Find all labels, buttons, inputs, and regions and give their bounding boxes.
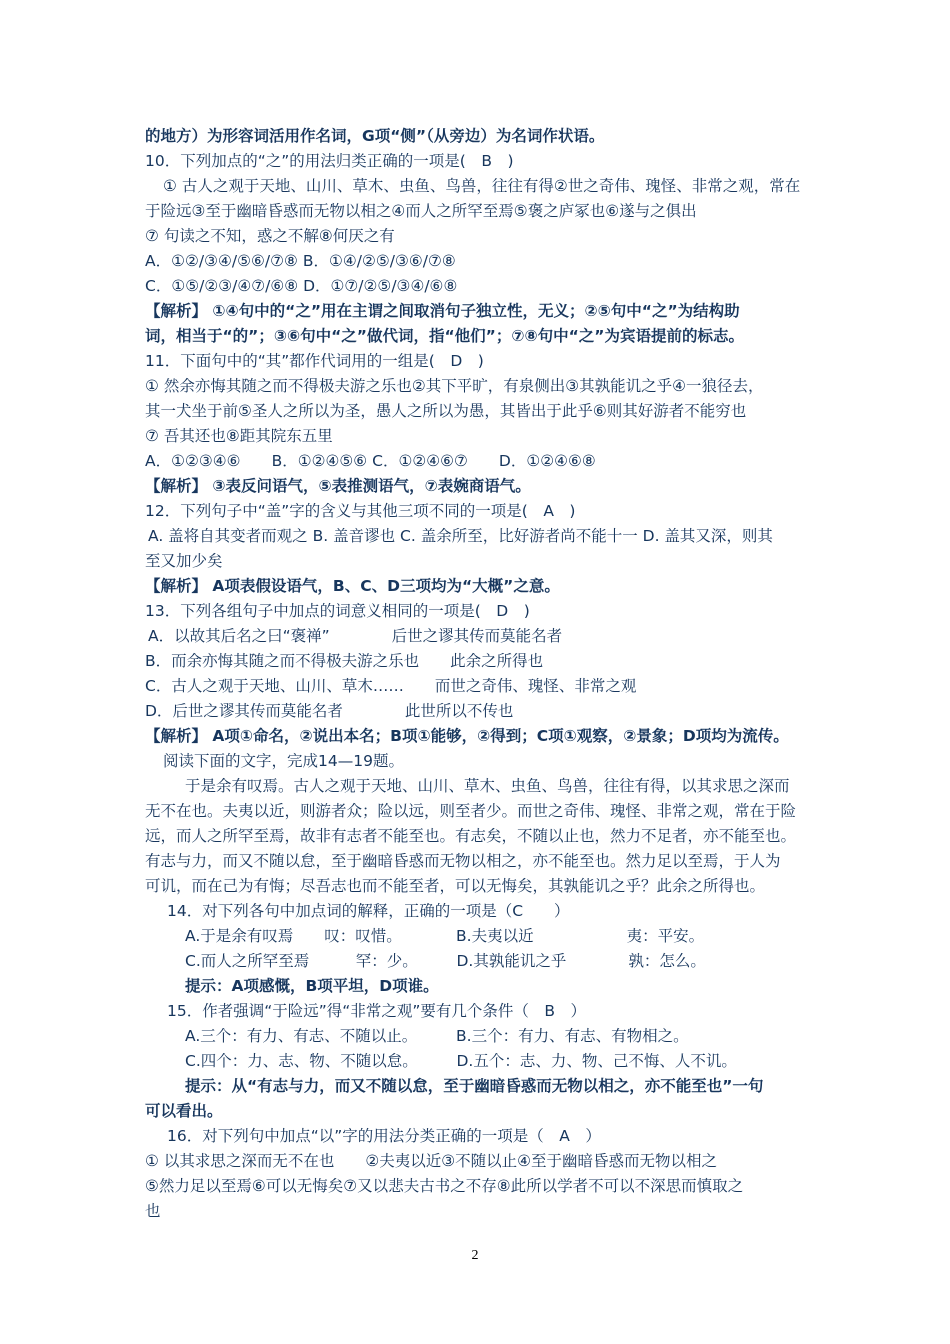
analysis-line: 词，相当于“的”；③⑥句中“之”做代词，指“他们”；⑦⑧句中“之”为宾语提前的标志。	[145, 327, 744, 345]
analysis-line: 的地方）为形容词活用作名词，G项“侧”（从旁边）为名词作状语。	[145, 127, 605, 145]
text-line: 有志与力，而又不随以怠，至于幽暗昏惑而无物以相之，亦不能至也。然力足以至焉，于人为	[145, 852, 781, 870]
analysis-line: 【解析】 A项①命名，②说出本名；B项①能够，②得到；C项①观察，②景象；D项均为流传。	[145, 727, 789, 745]
analysis-line: 可以看出。	[145, 1102, 223, 1120]
analysis-line: 提示：从“有志与力，而又不随以怠，至于幽暗昏惑而无物以相之，亦不能至也”一句	[185, 1077, 764, 1095]
text-line: 15．作者强调“于险远”得“非常之观”要有几个条件（ B ）	[167, 1002, 586, 1020]
text-line: A.三个：有力、有志、不随以止。 B.三个：有力、有志、有物相之。	[185, 1027, 689, 1045]
text-line: 也	[145, 1202, 161, 1220]
text-line: 10．下列加点的“之”的用法归类正确的一项是( B )	[145, 152, 514, 170]
analysis-line: 提示：A项感慨，B项平坦，D项谁。	[185, 977, 439, 995]
text-line: C.而人之所罕至焉 罕：少。 D.其孰能讥之乎 孰：怎么。	[185, 952, 706, 970]
text-line: C.四个：力、志、物、不随以怠。 D.五个：志、力、物、己不悔、人不讥。	[185, 1052, 737, 1070]
text-line: 12．下列句子中“盖”字的含义与其他三项不同的一项是( A )	[145, 502, 576, 520]
text-line: 至又加少矣	[145, 552, 223, 570]
text-line: 13．下列各组句子中加点的词意义相同的一项是( D )	[145, 602, 530, 620]
text-line: A.于是余有叹焉 叹：叹惜。 B.夫夷以近 夷：平安。	[185, 927, 705, 945]
analysis-line: 【解析】 ③表反问语气，⑤表推测语气，⑦表婉商语气。	[145, 477, 531, 495]
text-line: 14．对下列各句中加点词的解释，正确的一项是（C ）	[167, 902, 570, 920]
text-line: ⑤然力足以至焉⑥可以无悔矣⑦又以悲夫古书之不存⑧此所以学者不可以不深思而慎取之	[145, 1177, 744, 1195]
text-line: ① 古人之观于天地、山川、草木、虫鱼、鸟兽，往往有得②世之奇伟、瑰怪、非常之观，常在	[163, 177, 801, 195]
text-line: 其一犬坐于前⑤圣人之所以为圣，愚人之所以为愚，其皆出于此乎⑥则其好游者不能穷也	[145, 402, 747, 420]
text-line: 11．下面句中的“其”都作代词用的一组是( D )	[145, 352, 484, 370]
analysis-line: 【解析】 A项表假设语气，B、C、D三项均为“大概”之意。	[145, 577, 560, 595]
text-line: 16．对下列句中加点“以”字的用法分类正确的一项是（ A ）	[167, 1127, 601, 1145]
text-line: C．①⑤/②③/④⑦/⑥⑧ D．①⑦/②⑤/③④/⑥⑧	[145, 277, 458, 295]
page-number: 2	[471, 1248, 479, 1263]
text-line: ⑦ 句读之不知，惑之不解⑧何厌之有	[145, 227, 395, 245]
text-line: ① 然余亦悔其随之而不得极夫游之乐也②其下平旷，有泉侧出③其孰能讥之乎④一狼径去，	[145, 377, 764, 395]
text-line: 于是余有叹焉。古人之观于天地、山川、草木、虫鱼、鸟兽，往往有得，以其求思之深而	[185, 777, 790, 795]
text-line: A. 盖将自其变者而观之 B. 盖音谬也 C. 盖余所至，比好游者尚不能十一 D. 盖其又深，则其	[148, 527, 773, 545]
text-line: ⑦ 吾其还也⑧距其院东五里	[145, 427, 333, 445]
text-line: A．以故其后名之曰“褒禅” 后世之谬其传而莫能名者	[148, 627, 563, 645]
text-line: 远，而人之所罕至焉，故非有志者不能至也。有志矣，不随以止也，然力不足者，亦不能至也。	[145, 827, 797, 845]
text-line: 可讥，而在己为有悔；尽吾志也而不能至者，可以无悔矣，其孰能讥之乎？此余之所得也。	[145, 877, 766, 895]
text-line: 于险远③至于幽暗昏惑而无物以相之④而人之所罕至焉⑤褒之庐冢也⑥遂与之俱出	[145, 202, 697, 220]
text-line: D．后世之谬其传而莫能名者 此世所以不传也	[145, 702, 514, 720]
text-line: 阅读下面的文字，完成14—19题。	[163, 752, 404, 770]
text-line: B．而余亦悔其随之而不得极夫游之乐也 此余之所得也	[145, 652, 544, 670]
text-line: C．古人之观于天地、山川、草木…… 而世之奇伟、瑰怪、非常之观	[145, 677, 637, 695]
text-line: ① 以其求思之深而无不在也 ②夫夷以近③不随以止④至于幽暗昏惑而无物以相之	[145, 1152, 718, 1170]
text-line: A．①②/③④/⑤⑥/⑦⑧ B．①④/②⑤/③⑥/⑦⑧	[145, 252, 456, 270]
text-line: A．①②③④⑥ B．①②④⑤⑥ C．①②④⑥⑦ D．①②④⑥⑧	[145, 452, 596, 470]
text-line: 无不在也。夫夷以近，则游者众；险以远，则至者少。而世之奇伟、瑰怪、非常之观，常在于险	[145, 802, 797, 820]
analysis-line: 【解析】 ①④句中的“之”用在主谓之间取消句子独立性，无义；②⑤句中“之”为结构助	[145, 302, 740, 320]
